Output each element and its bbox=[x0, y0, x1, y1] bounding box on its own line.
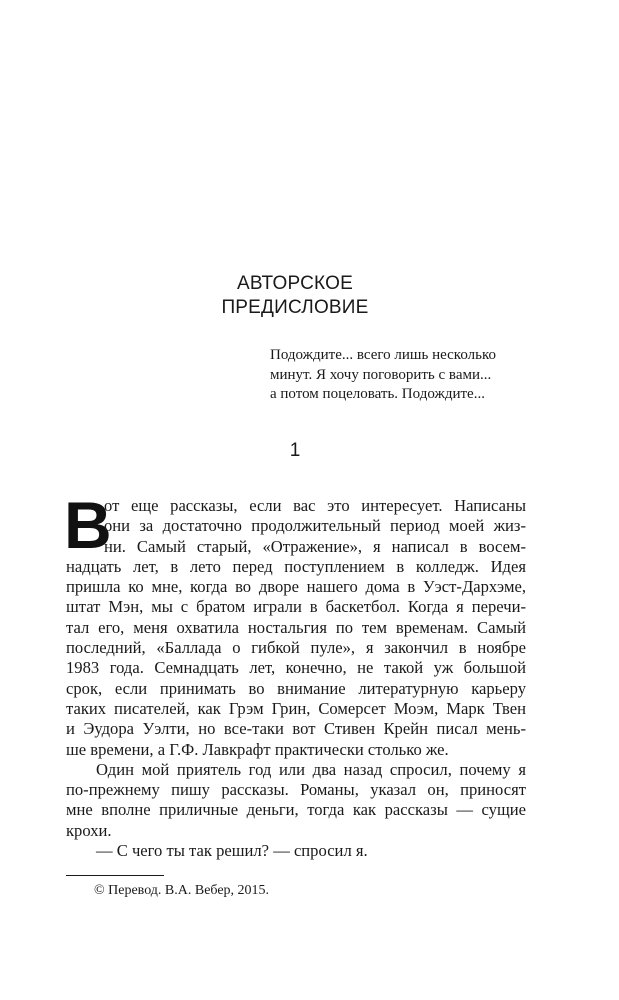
text-line: от еще рассказы, если вас это интересует. Написаны bbox=[104, 496, 526, 515]
text-line: надцать лет, в лето перед поступлением в колледж. Идея bbox=[66, 556, 526, 576]
text-line: — С чего ты так решил? — спросил я. bbox=[96, 841, 368, 861]
footnote-divider bbox=[66, 875, 164, 876]
epigraph bbox=[270, 346, 550, 405]
text-line: срок, если принимать во внимание литературную карьеру bbox=[66, 678, 526, 698]
text-line: мне вполне приличные деньги, тогда как рассказы — сущие bbox=[66, 800, 526, 820]
text-line: таких писателей, как Грэм Грин, Сомерсет Моэм, Марк Твен bbox=[66, 698, 526, 718]
text-line: ше времени, а Г.Ф. Лавкрафт практически столько же. bbox=[66, 739, 449, 759]
epigraph-line: минут. Я хочу поговорить с вами... bbox=[270, 366, 492, 383]
text-line: последний, «Баллада о гибкой пуле», я закончил в ноябре bbox=[66, 638, 526, 658]
section-number: 1 bbox=[289, 440, 301, 461]
footnote: © Перевод. В.А. Вебер, 2015. bbox=[94, 883, 270, 898]
text-line: пришла ко мне, когда во дворе нашего дома в Уэст-Дархэме, bbox=[66, 577, 526, 597]
epigraph-line: а потом поцеловать. Подождите... bbox=[270, 386, 485, 402]
text-line: 1983 года. Семнадцать лет, конечно, не такой уж большой bbox=[66, 658, 526, 678]
epigraph-line: Подождите... всего лишь несколько bbox=[270, 347, 496, 363]
text-line: крохи. bbox=[66, 820, 112, 840]
text-line: штат Мэн, мы с братом играли в баскетбол. Когда я перечи- bbox=[66, 597, 526, 617]
chapter-title bbox=[200, 272, 390, 320]
body-text bbox=[64, 488, 526, 861]
chapter-title-line-2: ПРЕДИСЛОВИЕ bbox=[221, 297, 369, 318]
drop-cap: В bbox=[64, 488, 112, 562]
chapter-title-line-1: АВТОРСКОЕ bbox=[237, 273, 353, 294]
text-line: и Эудора Уэлти, но все-таки вот Стивен Крейн писал мень- bbox=[66, 719, 526, 739]
text-line: они за достаточно продолжительный период моей жиз- bbox=[104, 516, 526, 536]
text-line: ни. Самый старый, «Отражение», я написал в восем- bbox=[104, 536, 526, 556]
text-line: тал его, меня охватила ностальгия по тем временам. Самый bbox=[66, 617, 526, 637]
text-line: по-прежнему пишу рассказы. Романы, указал он, приносят bbox=[66, 780, 526, 800]
text-line: Один мой приятель год или два назад спросил, почему я bbox=[96, 759, 526, 779]
